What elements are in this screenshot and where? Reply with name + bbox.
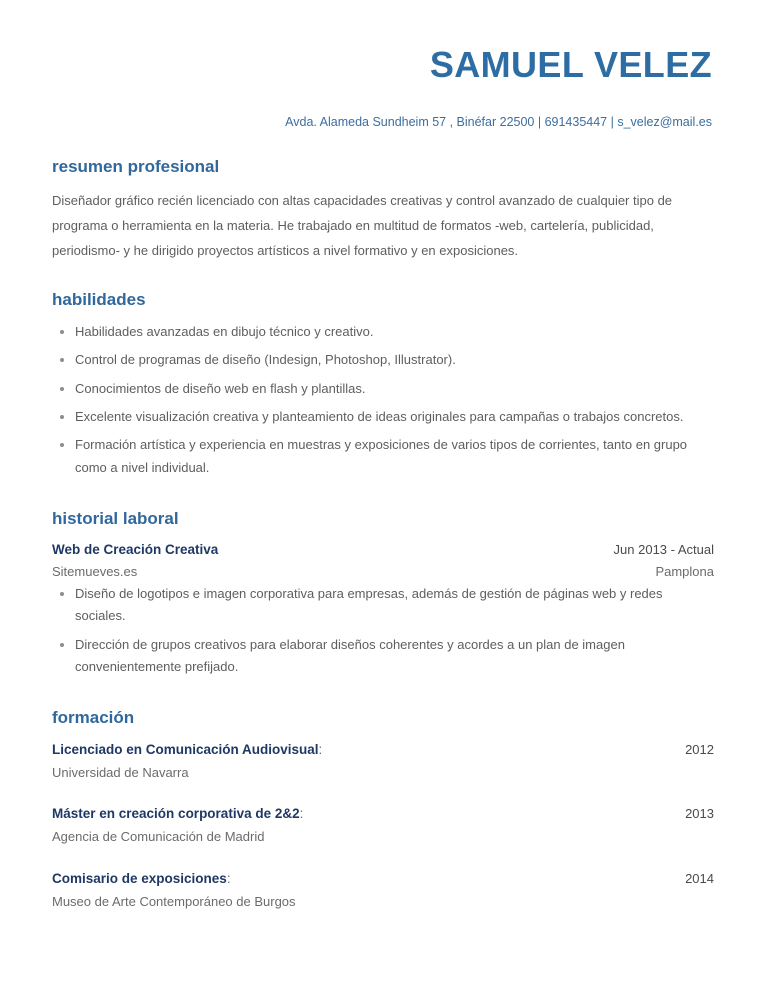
section-title-education: formación: [52, 708, 135, 728]
list-item: Excelente visualización creativa y planteamiento de ideas originales para campañas o trabajos concretos.: [52, 406, 714, 428]
contact-line: Avda. Alameda Sundheim 57 , Binéfar 22500 | 691435447 | s_velez@mail.es: [285, 114, 712, 129]
section-education: [52, 708, 714, 913]
degree-title: [52, 740, 322, 761]
degree-name: Comisario de exposiciones: [52, 871, 227, 886]
education-entry: [52, 740, 714, 785]
degree-name: Licenciado en Comunicación Audiovisual: [52, 741, 319, 757]
education-year: 2013: [685, 806, 714, 822]
candidate-name: SAMUEL VELEZ: [429, 44, 712, 85]
list-item: Formación artística y experiencia en muestras y exposiciones de varios tipos de corrientes, tanto en grupo como a nivel individual.: [52, 434, 714, 479]
section-experience: [52, 509, 714, 678]
experience-company-row: [52, 561, 714, 583]
experience-title-row: [52, 540, 714, 560]
experience-entry: [52, 540, 714, 678]
job-bullets-list: [52, 583, 714, 678]
list-item: Control de programas de diseño (Indesign, Photoshop, Illustrator).: [52, 349, 714, 371]
list-item: Dirección de grupos creativos para elaborar diseños coherentes y acordes a un plan de imagen convenientemente prefijado.: [52, 634, 714, 679]
education-school: Agencia de Comunicación de Madrid: [52, 829, 265, 845]
degree-title: [52, 804, 303, 825]
job-dates: Jun 2013 - Actual: [613, 542, 714, 558]
education-year: 2014: [685, 871, 714, 886]
education-title-row: [52, 804, 714, 825]
job-location: Pamplona: [655, 563, 714, 579]
section-summary: [52, 157, 714, 263]
section-title-experience: historial laboral: [52, 509, 179, 529]
list-item: Diseño de logotipos e imagen corporativa para empresas, además de gestión de páginas web y redes sociales.: [52, 583, 714, 628]
education-school: Museo de Arte Contemporáneo de Burgos: [52, 893, 296, 909]
skills-list: [52, 321, 714, 479]
education-title-row: [52, 740, 714, 761]
degree-colon: :: [299, 806, 304, 822]
degree-colon: :: [318, 741, 323, 757]
list-item: Habilidades avanzadas en dibujo técnico y creativo.: [52, 321, 714, 343]
education-year: 2012: [685, 741, 714, 757]
job-company: Sitemueves.es: [52, 563, 138, 579]
resume-header: [52, 46, 714, 131]
education-entry: [52, 869, 714, 914]
list-item: Conocimientos de diseño web en flash y plantillas.: [52, 378, 714, 400]
section-skills: [52, 290, 714, 480]
summary-text: Diseñador gráfico recién licenciado con altas capacidades creativas y control avanzado de cualquier tipo de programa o herramienta en la materia. He trabajado en multitud de formatos -web, cartelería, publicidad, periodismo- y he dirigido proyectos artísticos a nivel formativo y en exposiciones.: [52, 192, 673, 258]
section-title-skills: habilidades: [52, 289, 146, 309]
section-title-summary: resumen profesional: [52, 157, 220, 177]
education-entry: [52, 804, 714, 849]
education-title-row: [52, 869, 714, 890]
degree-colon: :: [226, 871, 231, 886]
degree-title: [52, 869, 231, 890]
education-school: Universidad de Navarra: [52, 764, 189, 780]
degree-name: Máster en creación corporativa de 2&2: [52, 806, 300, 822]
job-title: Web de Creación Creativa: [52, 542, 219, 558]
